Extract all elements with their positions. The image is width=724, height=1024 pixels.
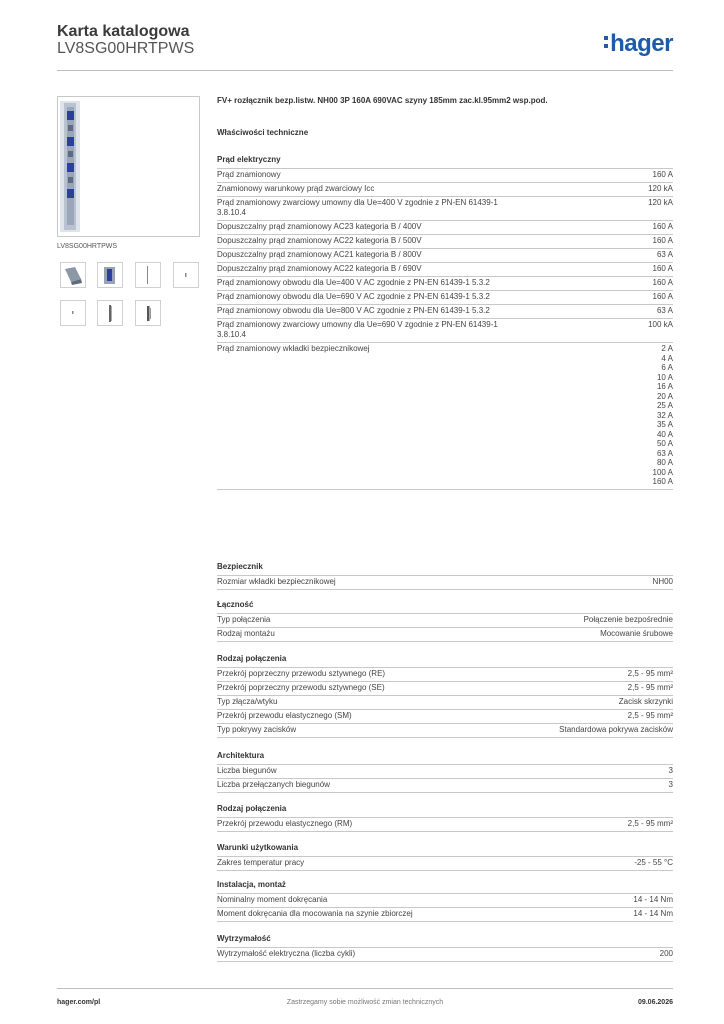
spec-label: Nominalny moment dokręcania: [217, 895, 328, 904]
spec-group: [217, 155, 673, 490]
spec-row: [217, 668, 673, 682]
spec-row: [217, 249, 673, 263]
spec-label: Prąd znamionowy wkładki bezpiecznikowej: [217, 344, 370, 353]
spec-value: -25 - 55 °C: [634, 858, 673, 867]
footer-disclaimer: Zastrzegamy sobie możliwość zmian technicznych: [286, 999, 444, 1006]
spec-label: Przekrój przewodu elastycznego (SM): [217, 711, 352, 720]
spec-value: 2,5 - 95 mm²: [627, 683, 673, 692]
product-code: LV8SG00HRTPWS: [57, 40, 195, 57]
spec-value: 160 A: [652, 292, 673, 301]
spec-label: Przekrój poprzeczny przewodu sztywnego (SE): [217, 683, 385, 692]
thumbnail-5[interactable]: [60, 300, 86, 326]
spec-value-item: 6 A: [661, 363, 673, 372]
spec-value-item: 100 A: [652, 467, 673, 477]
spec-row: [217, 277, 673, 291]
spec-label: Dopuszczalny prąd znamionowy AC22 kategoria B / 500V: [217, 236, 422, 245]
spec-value: 2,5 - 95 mm²: [627, 819, 673, 828]
spec-value-item: 63 A: [656, 448, 673, 458]
spec-value: 200: [659, 949, 673, 958]
spec-row: [217, 682, 673, 696]
spec-label: Typ złącza/wtyku: [217, 697, 278, 706]
spec-row: [217, 235, 673, 249]
group-title: Rodzaj połączenia: [217, 804, 673, 818]
spec-label: Typ połączenia: [217, 615, 271, 624]
spec-row: [217, 857, 673, 871]
spec-value: 14 - 14 Nm: [633, 895, 673, 904]
spec-value: 160 A: [652, 222, 673, 231]
spec-group: [217, 843, 673, 871]
spec-value-item: 4 A: [661, 353, 673, 363]
spec-value-item: 35 A: [656, 420, 673, 429]
spec-label: Prąd znamionowy obwodu dla Ue=800 V AC zgodnie z PN-EN 61439-1 5.3.2: [217, 306, 490, 315]
spec-row: [217, 221, 673, 235]
spec-value-item: 80 A: [656, 458, 673, 467]
spec-row: [217, 197, 673, 221]
spec-value: NH00: [652, 577, 673, 586]
spec-row: [217, 710, 673, 724]
group-title: Instalacja, montaż: [217, 880, 673, 894]
spec-label: Prąd znamionowy zwarciowy umowny dla Ue=400 V zgodnie z PN-EN 61439-1 3.8.10.4: [217, 198, 498, 217]
spec-group: [217, 880, 673, 922]
spec-row: [217, 343, 673, 490]
spec-value-item: 16 A: [656, 382, 673, 391]
spec-label: Prąd znamionowy zwarciowy umowny dla Ue=690 V zgodnie z PN-EN 61439-1 3.8.10.4: [217, 320, 498, 339]
spec-label: Prąd znamionowy obwodu dla Ue=400 V AC zgodnie z PN-EN 61439-1 5.3.2: [217, 278, 490, 287]
hager-logo: hager: [604, 30, 673, 58]
spec-label: Liczba biegunów: [217, 766, 277, 775]
image-caption: LV8SG00HRTPWS: [57, 243, 118, 250]
group-title: Bezpiecznik: [217, 562, 673, 576]
spec-row: [217, 263, 673, 277]
thumbnail-4[interactable]: [173, 262, 199, 288]
logo-dots-icon: [604, 34, 608, 52]
spec-row: [217, 696, 673, 710]
spec-value-item: 50 A: [656, 439, 673, 448]
spec-group: [217, 934, 673, 962]
spec-value: 2,5 - 95 mm²: [627, 669, 673, 678]
spec-row: [217, 779, 673, 793]
spec-value: 120 kA: [648, 184, 673, 193]
spec-value: 2,5 - 95 mm²: [627, 711, 673, 720]
spec-row: [217, 169, 673, 183]
spec-value-item: 32 A: [656, 410, 673, 420]
spec-row: [217, 576, 673, 590]
footer-website[interactable]: hager.com/pl: [57, 999, 101, 1006]
page-header: [57, 20, 673, 71]
spec-value: 63 A: [656, 306, 673, 315]
spec-label: Typ pokrywy zacisków: [217, 725, 297, 734]
spec-label: Dopuszczalny prąd znamionowy AC23 kategoria B / 400V: [217, 222, 422, 231]
document-title: Karta katalogowa: [57, 23, 190, 40]
footer-date: 09.06.2026: [637, 999, 673, 1006]
spec-group: [217, 562, 673, 590]
spec-label: Liczba przełączanych biegunów: [217, 780, 330, 789]
spec-row: [217, 765, 673, 779]
group-title: Wytrzymałość: [217, 934, 673, 948]
spec-row: [217, 319, 673, 343]
spec-label: Przekrój poprzeczny przewodu sztywnego (RE): [217, 669, 386, 678]
spec-value: 160 A: [652, 236, 673, 245]
spec-label: Prąd znamionowy: [217, 170, 281, 179]
group-title: Warunki użytkowania: [217, 843, 673, 857]
spec-value: 14 - 14 Nm: [633, 909, 673, 918]
spec-label: Zakres temperatur pracy: [217, 858, 305, 867]
spec-group: [217, 654, 673, 738]
spec-group: [217, 600, 673, 642]
spec-row: [217, 305, 673, 319]
product-main: [217, 96, 673, 137]
spec-group: [217, 751, 673, 793]
spec-row: [217, 948, 673, 962]
spec-row: [217, 614, 673, 628]
group-title: Rodzaj połączenia: [217, 654, 673, 668]
page-footer: [57, 988, 673, 1006]
spec-label: Prąd znamionowy obwodu dla Ue=690 V AC zgodnie z PN-EN 61439-1 5.3.2: [217, 292, 490, 301]
spec-value: 120 kA: [648, 198, 673, 207]
spec-value-item: 2 A: [661, 344, 673, 353]
spec-row: [217, 894, 673, 908]
group-title: Architektura: [217, 751, 673, 765]
spec-row: [217, 908, 673, 922]
spec-value: 3: [668, 780, 673, 789]
spec-value: 63 A: [656, 250, 673, 259]
spec-value-item: 160 A: [652, 477, 673, 486]
spec-label: Rodzaj montażu: [217, 629, 275, 638]
spec-value-item: 10 A: [656, 372, 673, 382]
spec-value: Zacisk skrzynki: [618, 697, 673, 706]
spec-value: Standardowa pokrywa zacisków: [559, 725, 673, 734]
spec-group: [217, 804, 673, 832]
spec-row: [217, 724, 673, 738]
spec-label: Rozmiar wkładki bezpiecznikowej: [217, 577, 336, 586]
spec-value: [653, 344, 673, 487]
spec-value: 160 A: [652, 278, 673, 287]
thumbnail-6[interactable]: [97, 300, 123, 326]
spec-value-item: 40 A: [656, 429, 673, 439]
spec-value: 3: [668, 766, 673, 775]
product-image: [57, 96, 200, 237]
spec-row: [217, 818, 673, 832]
spec-label: Przekrój przewodu elastycznego (RM): [217, 819, 353, 828]
thumbnail-3[interactable]: [135, 262, 161, 288]
spec-label: Dopuszczalny prąd znamionowy AC22 kategoria B / 690V: [217, 264, 422, 273]
thumbnail-7[interactable]: [135, 300, 161, 326]
product-description: FV+ rozłącznik bezp.listw. NH00 3P 160A 690VAC szyny 185mm zac.kl.95mm2 wsp.pod.: [217, 96, 548, 105]
spec-label: Dopuszczalny prąd znamionowy AC21 kategoria B / 800V: [217, 250, 422, 259]
spec-value: 100 kA: [648, 320, 673, 329]
spec-label: Moment dokręcania dla mocowania na szynie zbiorczej: [217, 909, 413, 918]
properties-title: Właściwości techniczne: [217, 128, 309, 137]
spec-row: [217, 291, 673, 305]
thumbnail-1[interactable]: [60, 262, 86, 288]
spec-value-item: 20 A: [656, 391, 673, 401]
group-title: Łączność: [217, 600, 673, 614]
spec-value: 160 A: [652, 170, 673, 179]
spec-row: [217, 628, 673, 642]
spec-value-item: 25 A: [656, 401, 673, 410]
spec-value: Mocowanie śrubowe: [600, 629, 673, 638]
spec-value: 160 A: [652, 264, 673, 273]
spec-value: Połączenie bezpośrednie: [583, 615, 673, 624]
spec-label: Wytrzymałość elektryczna (liczba cykli): [217, 949, 356, 958]
spec-row: [217, 183, 673, 197]
spec-label: Znamionowy warunkowy prąd zwarciowy Icc: [217, 184, 375, 193]
group-title: Prąd elektryczny: [217, 155, 673, 169]
thumbnail-2[interactable]: [97, 262, 123, 288]
